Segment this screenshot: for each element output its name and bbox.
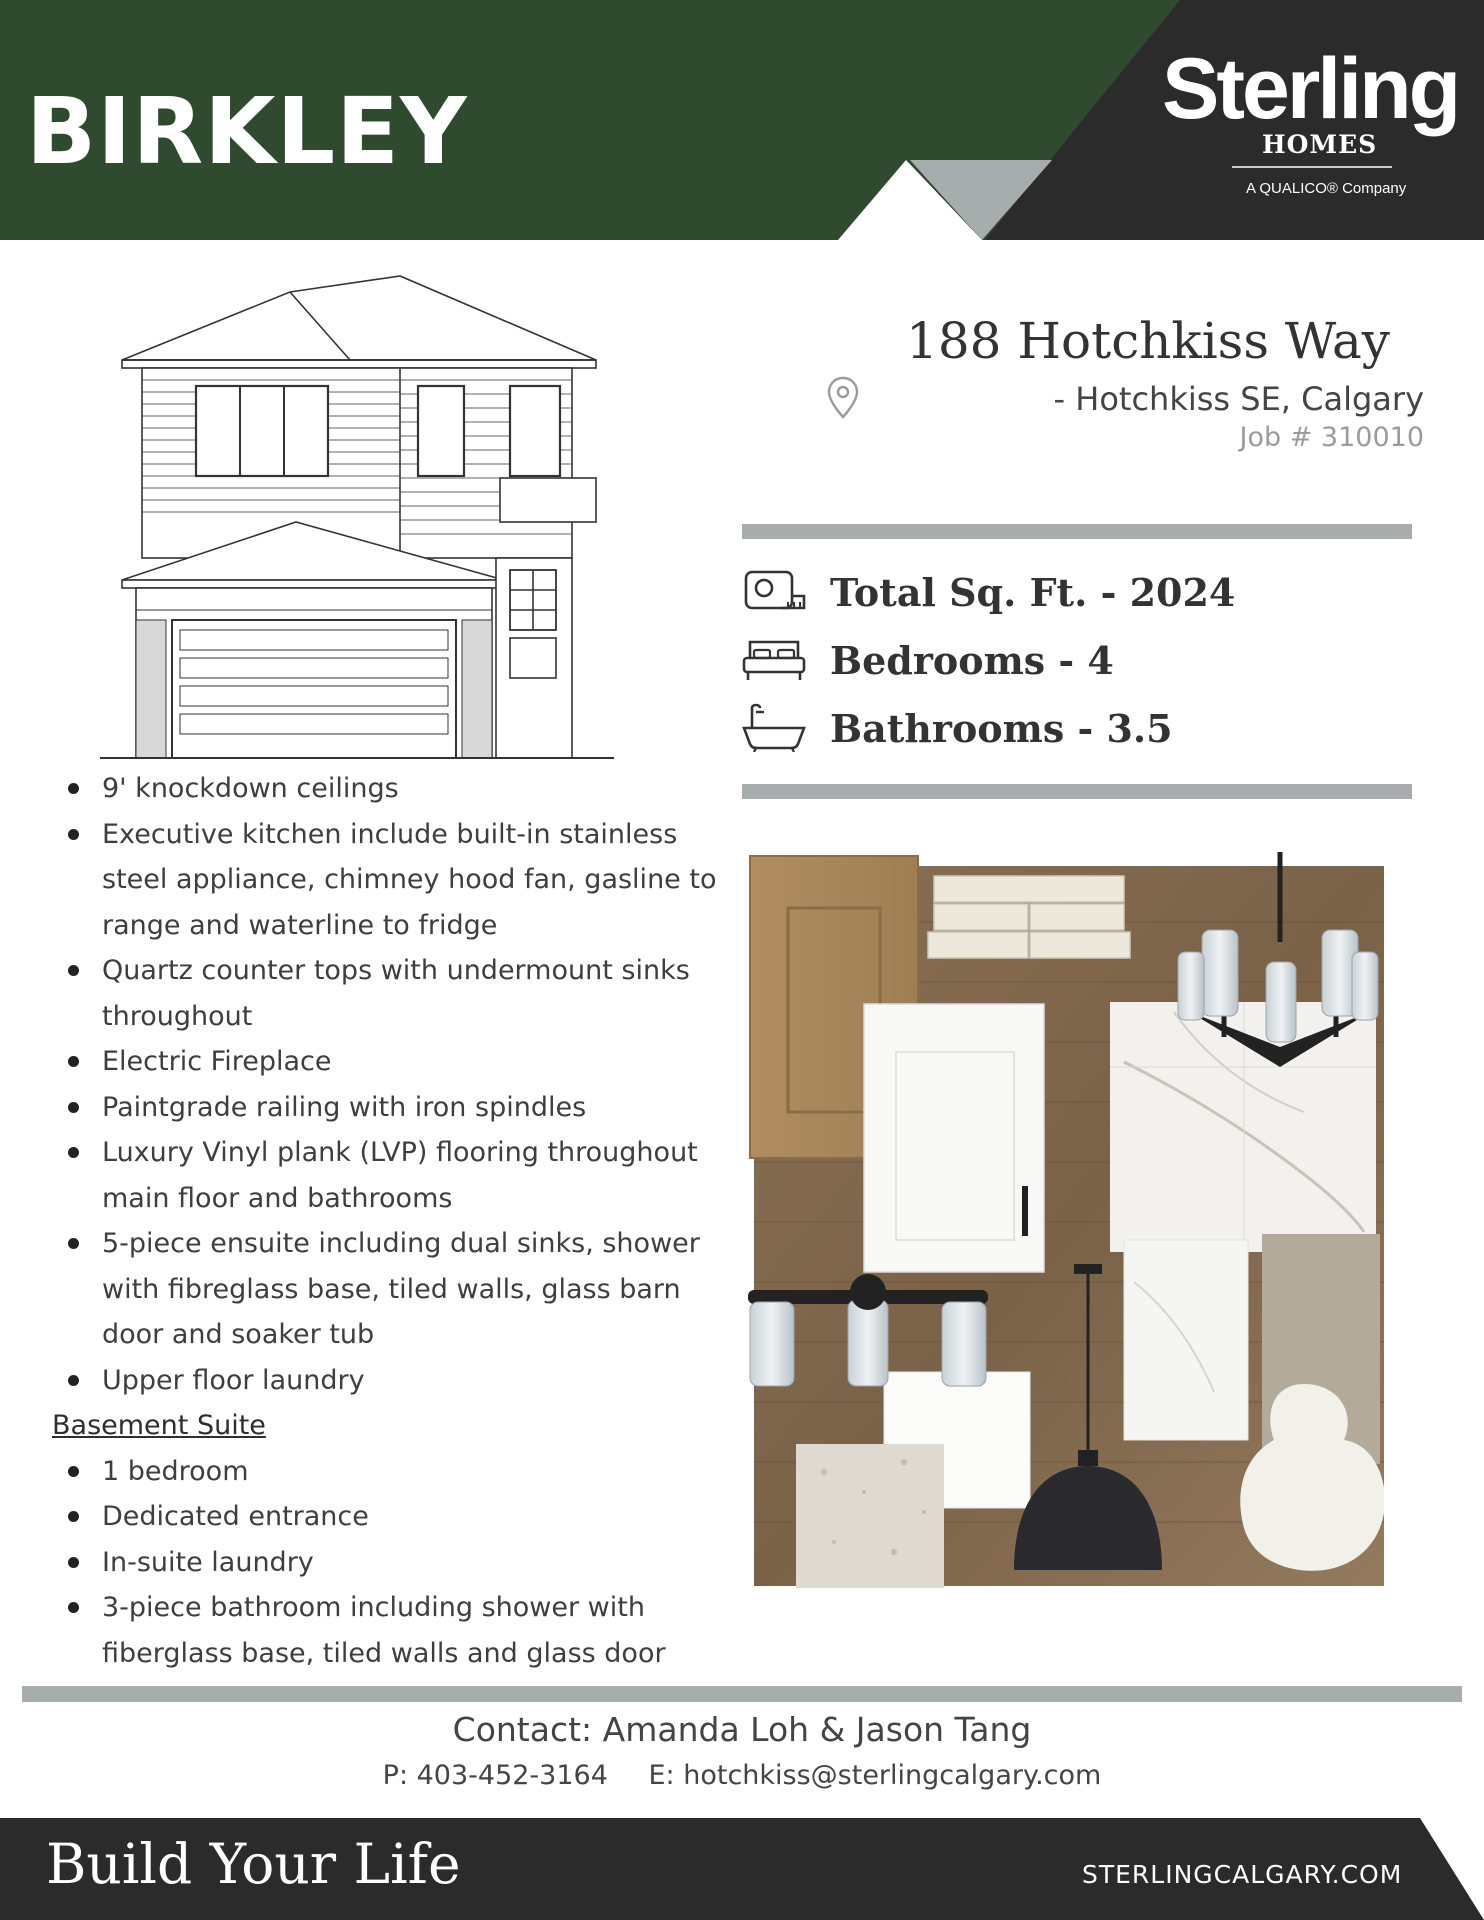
divider-bar-middle (742, 784, 1412, 799)
tape-measure-icon (742, 566, 806, 616)
feature-list (52, 766, 732, 1676)
tagline: Build Your Life (46, 1832, 461, 1896)
location-pin-icon (826, 376, 860, 420)
logo-divider (1232, 166, 1392, 168)
sqft-label: Total Sq. Ft. - 2024 (830, 570, 1236, 615)
stat-sqft (742, 566, 1236, 616)
bedrooms-label: Bedrooms - 4 (830, 638, 1114, 683)
basement-item: 1 bedroom (52, 1449, 732, 1495)
logo-subtitle: A QUALICO® Company (1246, 180, 1407, 197)
contact-email[interactable]: E: hotchkiss@sterlingcalgary.com (648, 1760, 1102, 1791)
bathrooms-label: Bathrooms - 3.5 (830, 706, 1173, 751)
feature-item: 9' knockdown ceilings (52, 766, 732, 812)
logo-wordmark: Sterling (1162, 41, 1459, 137)
logo-homes-text: HOMES (1262, 130, 1378, 159)
bed-icon (742, 634, 806, 684)
house-elevation-drawing (100, 270, 620, 760)
divider-bar-bottom (22, 1686, 1462, 1702)
feature-item: Executive kitchen include built-in stainless steel appliance, chimney hood fan, gasline to range and waterline to fridge (52, 812, 732, 949)
feature-item: Paintgrade railing with iron spindles (52, 1085, 732, 1131)
feature-item: Upper floor laundry (52, 1358, 732, 1404)
location-text: - Hotchkiss SE, Calgary (1053, 380, 1424, 418)
address-block (906, 312, 1424, 453)
finishes-moodboard (744, 852, 1384, 1592)
feature-item: 5-piece ensuite including dual sinks, shower with fibreglass base, tiled walls, glass barn door and soaker tub (52, 1221, 732, 1358)
contact-phone[interactable]: P: 403-452-3164 (382, 1760, 608, 1791)
job-number: Job # 310010 (1239, 422, 1424, 453)
feature-item: Electric Fireplace (52, 1039, 732, 1085)
stat-bedrooms (742, 634, 1162, 684)
divider-bar-top (742, 524, 1412, 539)
website-link[interactable]: STERLINGCALGARY.COM (1082, 1860, 1403, 1889)
basement-item: 3-piece bathroom including shower with fiberglass base, tiled walls and glass door (52, 1585, 732, 1676)
basement-item: Dedicated entrance (52, 1494, 732, 1540)
feature-item: Quartz counter tops with undermount sinks throughout (52, 948, 732, 1039)
street-address: 188 Hotchkiss Way (906, 312, 1390, 370)
community-location (906, 380, 1424, 418)
basement-suite-heading: Basement Suite (52, 1410, 266, 1441)
contact-details (0, 1760, 1484, 1791)
model-title: BIRKLEY (26, 78, 468, 185)
bathtub-icon (742, 702, 806, 752)
contact-names: Contact: Amanda Loh & Jason Tang (452, 1710, 1032, 1749)
stat-bathrooms (742, 702, 1173, 752)
basement-item: In-suite laundry (52, 1540, 732, 1586)
sterling-logo[interactable] (1150, 41, 1480, 216)
feature-item: Luxury Vinyl plank (LVP) flooring throughout main floor and bathrooms (52, 1130, 732, 1221)
